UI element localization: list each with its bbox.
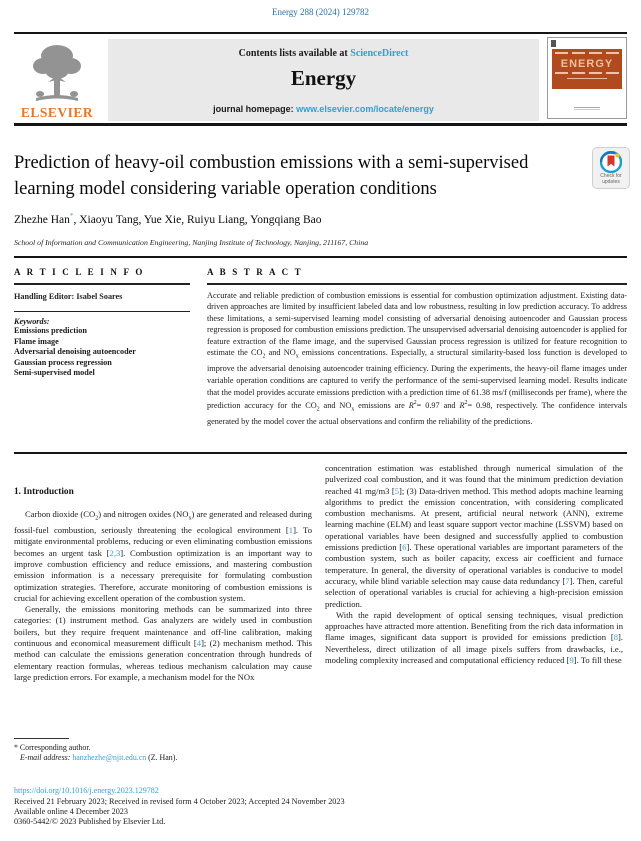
elsevier-wordmark: ELSEVIER: [20, 105, 94, 120]
keyword: Semi-supervised model: [14, 368, 95, 378]
title-block-rule: [14, 256, 627, 258]
journal-banner: [108, 39, 539, 121]
contents-prefix: Contents lists available at: [238, 48, 351, 59]
body-paragraph: concentration estimation was established through numerical simulation of the pulverized coal combustion, and it was found that the minimum prediction deviation reached 41 mg/m3 [5]; (3) Data-driven method. This method adopts machine learning algorithms to predict the emission concentration, with considering complicated combustion mechanisms. At present, artificial neural network (ANN), extreme learning machine (ELM) and least square support vector machine (LSSVM) based on operational variables have been designed and successfully applied to combustion emissions prediction [6]. These operational variables are important parameters of the combustion system, such as boiler capacity, excess air coefficient and furnace temperature. In general, the diversity of operational variables is conducive to model accuracy, while blind variable selection may cause data redundancy [7]. Then, careful selection of operational variables is crucial for achieving a high-precision emission prediction.: [325, 463, 623, 609]
citation-link[interactable]: 4: [196, 637, 202, 648]
citation-link[interactable]: 6: [402, 542, 407, 553]
citation-link[interactable]: 9: [569, 655, 574, 666]
keyword: Flame image: [14, 336, 59, 346]
citation-link[interactable]: 2,3: [109, 547, 121, 558]
cover-mini-logo: [551, 40, 556, 47]
abstract-bottom-rule: [14, 452, 627, 454]
inline-link[interactable]: hanzhezhe@njit.edu.cn: [72, 753, 147, 763]
email-line: E-mail address: hanzhezhe@njit.edu.cn (Z. Han).: [20, 753, 178, 763]
masthead-bottom-rule: [14, 123, 627, 126]
body-right-column: [325, 463, 623, 683]
footnote-rule: [14, 738, 69, 739]
article-info-heading: A R T I C L E I N F O: [14, 267, 145, 277]
check-updates-icon: [600, 151, 622, 173]
citation-link[interactable]: 5: [394, 485, 399, 496]
elsevier-logo: [14, 37, 100, 121]
keyword: Emissions prediction: [14, 326, 87, 335]
article-footer: [14, 786, 627, 827]
issn-copyright: 0360-5442/© 2023 Published by Elsevier Ltd.: [14, 817, 166, 827]
keyword: Gaussian process regression: [14, 357, 112, 367]
citation-link[interactable]: 1: [288, 525, 294, 536]
keywords-label: Keywords:: [14, 317, 50, 326]
check-updates-label: Check for updates: [600, 173, 622, 185]
info-abstract-section: [14, 267, 627, 428]
keyword: Adversarial denoising autoencoder: [14, 347, 136, 357]
doi-link[interactable]: https://doi.org/10.1016/j.energy.2023.129782: [14, 786, 159, 795]
top-rule: [14, 32, 627, 34]
introduction-heading: 1. Introduction: [14, 487, 74, 497]
article-body: [14, 463, 627, 683]
cover-footer-mark: [574, 107, 600, 110]
elsevier-tree-icon: [28, 42, 86, 104]
sciencedirect-link[interactable]: ScienceDirect: [350, 48, 409, 59]
body-paragraph: With the rapid development of optical sensing techniques, visual prediction approaches have attracted more attention. Benefiting from the rich data information in flame images, significant data support is provided for emissions prediction [8]. Nevertheless, direct utilization of all image pixels suffers from drawbacks, i.e., modeling complexity increased and computational efficiency reduced [9]. To fill these: [325, 609, 623, 666]
divider: [14, 311, 190, 313]
journal-citation-header: Energy 288 (2024) 129782: [271, 7, 370, 17]
corresponding-author-line: * Corresponding author.: [14, 743, 91, 752]
cover-journal-title: ENERGY: [560, 58, 614, 70]
cover-decorative-row: [552, 70, 622, 74]
contents-line: [108, 48, 539, 59]
affiliation: School of Information and Communication Engineering, Nanjing Institute of Technology, Nanjing, 211167, China: [14, 238, 369, 247]
journal-cover-thumbnail[interactable]: [547, 37, 627, 119]
cover-decorative-row: [552, 49, 622, 54]
abstract-heading: A B S T R A C T: [207, 267, 303, 277]
citation-link[interactable]: 8: [613, 632, 618, 643]
divider: [207, 283, 627, 285]
article-info-column: [14, 267, 190, 428]
journal-homepage-link[interactable]: www.elsevier.com/locate/energy: [296, 104, 434, 114]
article-title: Prediction of heavy-oil combustion emissions with a semi-supervised learning model considering variable operation conditions: [14, 153, 529, 199]
homepage-prefix: journal homepage:: [213, 104, 297, 114]
journal-title: Energy: [290, 66, 357, 90]
available-online: Available online 4 December 2023: [14, 806, 128, 816]
authors-line: Zhezhe Han*, Xiaoyu Tang, Yue Xie, Ruiyu Liang, Yongqiang Bao: [14, 212, 322, 226]
corresponding-author-footnote: [14, 738, 334, 764]
masthead: [14, 37, 627, 121]
body-paragraph: Carbon dioxide $(CO_2)$ and nitrogen oxides $(NO_x)$ are generated and released during fossil-fuel combustion, seriously threatening the ecological environment [1]. To mitigate environmental problems, reducing or even eliminating combustion emissions becomes an urgent task [2,3]. Combustion optimization is an important way to improve combustion efficiency and reduce emissions, and mastering combustion emission information is a necessary prerequisite for formulating combustion optimization strategies. Therefore, accurate monitoring of combustion emissions is crucial for achieving excellent operation of the combustion system.: [14, 509, 312, 603]
abstract-text: Accurate and reliable prediction of combustion emissions is essential for combustion optimization adjustment. Existing data-driven approaches are limited by insufficient labeled data and low robustness, resulting in low prediction accuracy. To address these limitations, a semi-supervised learning model consisting of adversarial denoising autoencoder and Gaussian process regression is proposed for combustion emissions prediction. The unsupervised adversarial denoising autoencoder is applied for feature extraction of the flame image, and the supervised Gaussian process regression is utilized for feature recognition to estimate the $CO_2$ and $NO_x$ emissions concentrations. Especially, a structural similarity-based loss function is developed to improve the adversarial denoising autoencoder training efficiency. During the experiments, the heavy-oil flame images under variable operation conditions are captured to verify the performance of the semi-supervised learning model. Results indicate that the model provides accurate emissions prediction with a prediction time of 61.38 ms/f (milliseconds per frame), where the prediction accuracy for the $CO_2$ and $NO_x$ emissions are $R^2= 0.97$ and $R^2= 0.98$, respectively. The confidence intervals generated by the model cover the actual observations and confirm the reliability of the predictions.: [207, 290, 627, 426]
body-left-column: [14, 463, 312, 683]
abstract-column: [207, 267, 627, 428]
homepage-line: [108, 104, 539, 114]
check-for-updates-badge[interactable]: [592, 147, 630, 189]
citation-link[interactable]: 7: [565, 575, 570, 586]
cover-decorative-line: [567, 78, 607, 79]
divider: [14, 283, 190, 285]
body-paragraph: Generally, the emissions monitoring methods can be summarized into three categories: (1) instrument method. Gas analyzers are widely used in combustion boilers, but they require frequent maintenance and off-line calibration, making continuous and economical measurement difficult [4]; (2) mechanism method. This method can calculate the emissions generation concentration through hundreds of elementary reaction formulas, whereas tedious mechanism calculation may cause large prediction errors. For example, a mechanism model for the NOx: [14, 604, 312, 682]
cover-masthead-block: [552, 49, 622, 89]
received-dates: Received 21 February 2023; Received in revised form 4 October 2023; Accepted 24 November 2023: [14, 796, 345, 806]
handling-editor: Handling Editor: Isabel Soares: [14, 291, 123, 301]
